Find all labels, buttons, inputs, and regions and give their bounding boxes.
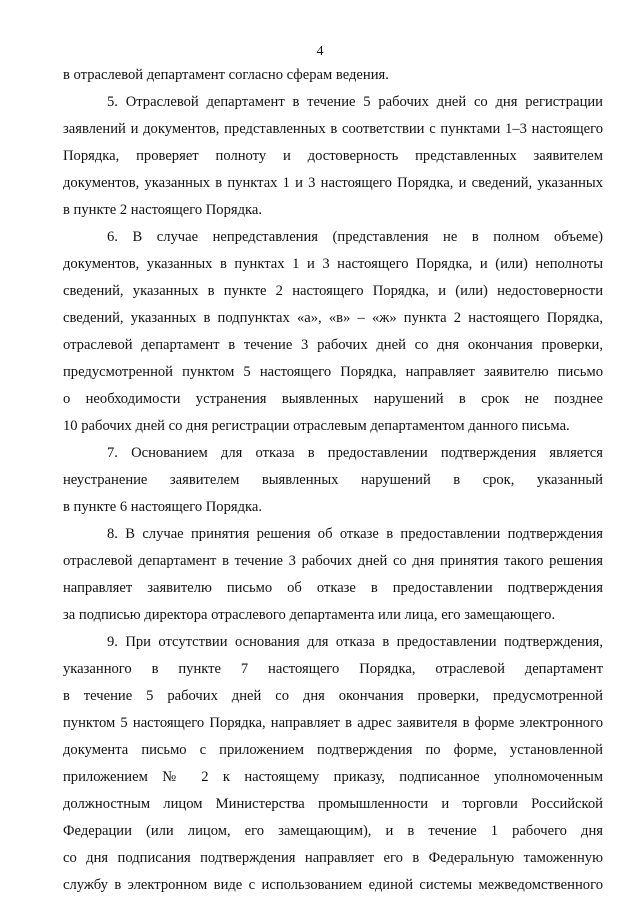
text-line: направляет заявителю письмо об отказе в предоставлении подтверждения <box>63 580 603 596</box>
text-line: службу в электронном виде с использованием единой системы межведомственного <box>63 877 603 893</box>
text-line: указанного в пункте 7 настоящего Порядка, отраслевой департамент <box>63 661 603 677</box>
text-line: документов, указанных в пунктах 1 и 3 настоящего Порядка, и сведений, указанных <box>63 175 603 191</box>
text-line: Порядка, проверяет полноту и достоверность представленных заявителем <box>63 148 603 164</box>
text-line: сведений, указанных в пункте 2 настоящего Порядка, и (или) недостоверности <box>63 283 603 299</box>
text-line: 6. В случае непредставления (представления не в полном объеме) <box>107 229 603 245</box>
text-line: 10 рабочих дней со дня регистрации отраслевым департаментом данного письма. <box>63 418 570 434</box>
paragraph-p5 <box>63 89 603 224</box>
paragraph-p0 <box>63 62 603 89</box>
text-line: о необходимости устранения выявленных нарушений в срок не позднее <box>63 391 603 407</box>
text-line: неустранение заявителем выявленных нарушений в срок, указанный <box>63 472 603 488</box>
text-line: отраслевой департамент в течение 3 рабочих дней со дня принятия такого решения <box>63 553 603 569</box>
text-line: приложением № 2 к настоящему приказу, подписанное уполномоченным <box>63 769 603 785</box>
text-line: пунктом 5 настоящего Порядка, направляет в адрес заявителя в форме электронного <box>63 715 603 731</box>
paragraph-p6 <box>63 224 603 440</box>
text-line: сведений, указанных в подпунктах «а», «в» – «ж» пункта 2 настоящего Порядка, <box>63 310 603 326</box>
text-line: отраслевой департамент в течение 3 рабочих дней со дня окончания проверки, <box>63 337 603 353</box>
text-line: 5. Отраслевой департамент в течение 5 рабочих дней со дня регистрации <box>107 94 603 110</box>
text-line: 9. При отсутствии основания для отказа в предоставлении подтверждения, <box>107 634 603 650</box>
paragraph-p9 <box>63 629 603 899</box>
text-line: документов, указанных в пунктах 1 и 3 настоящего Порядка, и (или) неполноты <box>63 256 603 272</box>
text-line: в пункте 2 настоящего Порядка. <box>63 202 263 218</box>
text-line: в отраслевой департамент согласно сферам ведения. <box>63 67 389 83</box>
text-line: документа письмо с приложением подтверждения по форме, установленной <box>63 742 603 758</box>
text-line: со дня подписания подтверждения направляет его в Федеральную таможенную <box>63 850 603 866</box>
text-line: предусмотренной пунктом 5 настоящего Порядка, направляет заявителю письмо <box>63 364 603 380</box>
text-line: Федерации (или лицом, его замещающим), и в течение 1 рабочего дня <box>63 823 603 839</box>
paragraph-p8 <box>63 521 603 629</box>
text-line: в течение 5 рабочих дней со дня окончания проверки, предусмотренной <box>63 688 603 704</box>
document-body <box>63 62 603 899</box>
text-line: за подписью директора отраслевого департамента или лица, его замещающего. <box>63 607 556 623</box>
page-number: 4 <box>316 44 324 59</box>
paragraph-p7 <box>63 440 603 521</box>
text-line: 7. Основанием для отказа в предоставлении подтверждения является <box>107 445 603 461</box>
text-line: в пункте 6 настоящего Порядка. <box>63 499 263 515</box>
text-line: заявлений и документов, представленных в соответствии с пунктами 1–3 настоящего <box>63 121 603 137</box>
text-line: 8. В случае принятия решения об отказе в предоставлении подтверждения <box>107 526 603 542</box>
text-line: должностным лицом Министерства промышленности и торговли Российской <box>63 796 603 812</box>
